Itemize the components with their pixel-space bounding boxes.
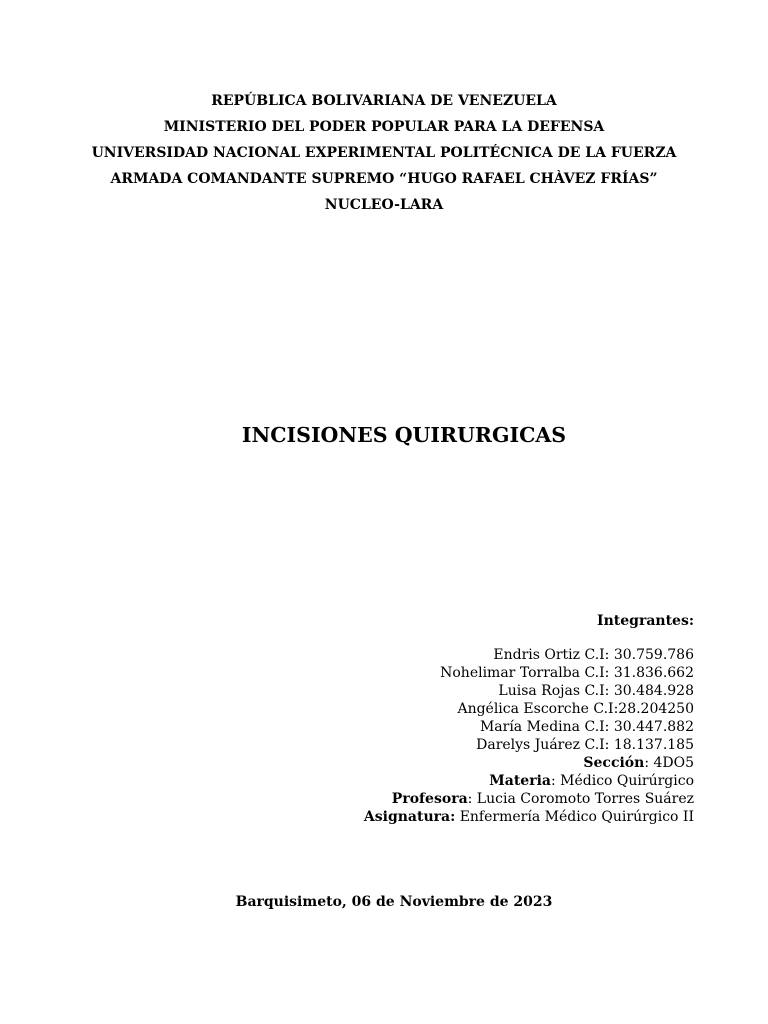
section-label: Sección: [583, 755, 645, 771]
header-line-nucleo: NUCLEO-LARA: [324, 197, 444, 213]
teacher-value: : Lucia Coromoto Torres Suárez: [467, 791, 694, 807]
member-item: María Medina C.I: 30.447.882: [479, 719, 694, 735]
header-line-university: UNIVERSIDAD NACIONAL EXPERIMENTAL POLITÉCNICA DE LA FUERZA: [91, 145, 677, 161]
course-label: Asignatura:: [363, 809, 456, 825]
header-line-country: REPÚBLICA BOLIVARIANA DE VENEZUELA: [211, 93, 557, 109]
institution-header: [0, 91, 768, 221]
member-item: Luisa Rojas C.I: 30.484.928: [498, 683, 694, 699]
member-item: Endris Ortiz C.I: 30.759.786: [493, 647, 694, 663]
members-block: [364, 612, 694, 826]
course-value: Enfermería Médico Quirúrgico II: [455, 809, 694, 825]
teacher-label: Profesora: [391, 791, 468, 807]
document-title: INCISIONES QUIRURGICAS: [241, 423, 567, 447]
header-line-armada: ARMADA COMANDANTE SUPREMO “HUGO RAFAEL CHÀVEZ FRÍAS”: [110, 171, 658, 187]
teacher-line: [364, 790, 694, 808]
subject-line: [364, 772, 694, 790]
members-heading: Integrantes:: [597, 613, 694, 629]
course-line: [364, 808, 694, 826]
section-line: [364, 754, 694, 772]
member-item: Darelys Juárez C.I: 18.137.185: [476, 737, 694, 753]
member-item: Angélica Escorche C.I:28.204250: [457, 701, 694, 717]
member-item: Nohelimar Torralba C.I: 31.836.662: [440, 665, 694, 681]
header-line-ministry: MINISTERIO DEL PODER POPULAR PARA LA DEFENSA: [163, 119, 605, 135]
subject-label: Materia: [489, 773, 551, 789]
section-value: : 4DO5: [644, 755, 694, 771]
place-date: Barquisimeto, 06 de Noviembre de 2023: [235, 894, 553, 910]
subject-value: : Médico Quirúrgico: [550, 773, 694, 789]
